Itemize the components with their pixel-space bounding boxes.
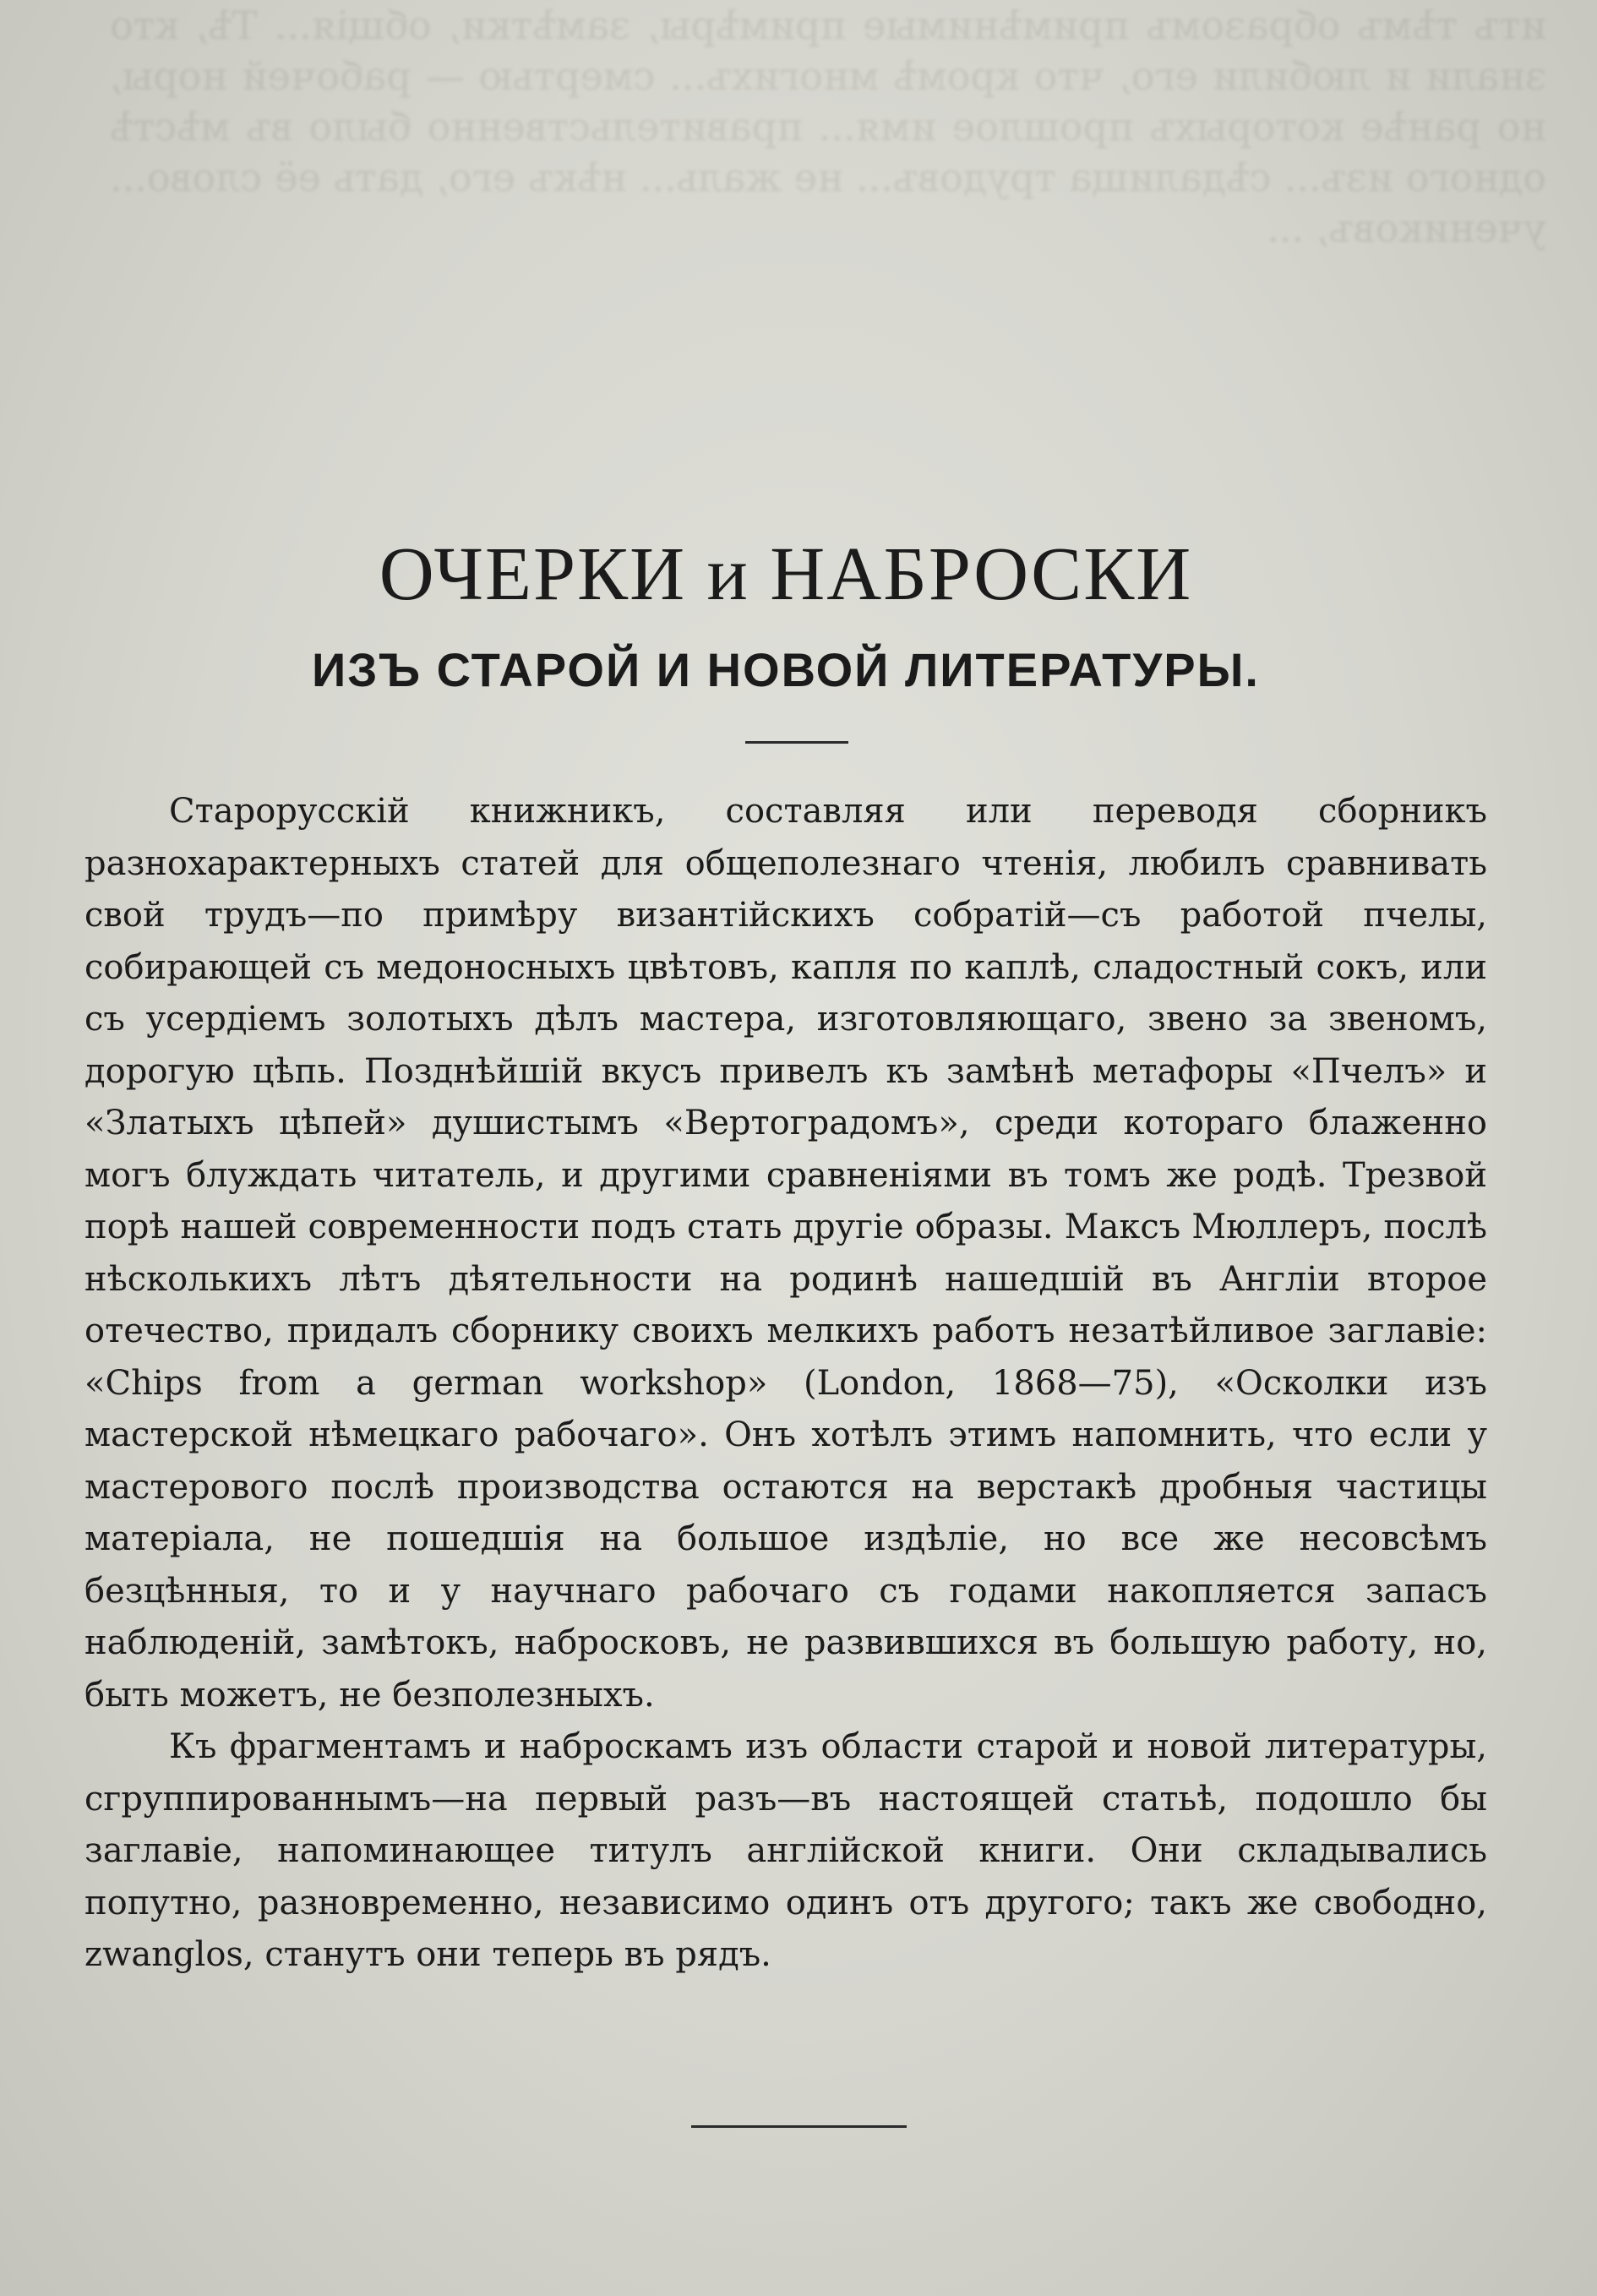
paragraph-2: Къ фрагментамъ и наброскамъ изъ области старой и новой литературы, сгруппированнымъ—на первый разъ—въ настоящей статьѣ, подошло бы заглавіе, напоминающее титулъ англійской книги. Они складывались попутно, разновременно, независимо одинъ отъ другого; такъ же свободно, zwanglos, станутъ они теперь въ рядъ.: [84, 1727, 1487, 1974]
end-divider: [691, 2125, 907, 2128]
article-body: [84, 786, 1487, 1982]
title-divider: [745, 741, 848, 744]
bleed-through-paragraph: итъ тѣмъ образомъ примѣнимые примѣры, замѣтки, общія... Тѣ, кто знали и любили его, что кромѣ многихъ... смертью — рабочей норы, но ранѣе которыхъ прошлое имя... правительственно было въ мѣстѣ одного изъ... сѣдалища трудовъ... не жаль... нѣкъ его, дать её слово... учениковъ, ...: [110, 3, 1546, 251]
article-subtitle: ИЗЪ СТАРОЙ И НОВОЙ ЛИТЕРАТУРЫ.: [312, 643, 1260, 696]
paragraph-1: Старорусскій книжникъ, составляя или переводя сборникъ разнохарактерныхъ статей для общеполезнаго чтенія, любилъ сравнивать свой трудъ—по примѣру византійскихъ собратій—съ работой пчелы, собирающей съ медоносныхъ цвѣтовъ, капля по каплѣ, сладостный сокъ, или съ усердіемъ золотыхъ дѣлъ мастера, изготовляющаго, звено за звеномъ, дорогую цѣпь. Позднѣйшій вкусъ привелъ къ замѣнѣ метафоры «Пчелъ» и «Златыхъ цѣпей» душистымъ «Вертоградомъ», среди котораго блаженно могъ блуждать читатель, и другими сравненіями въ томъ же родѣ. Трезвой порѣ нашей современности подъ стать другіе образы. Максъ Мюллеръ, послѣ нѣсколькихъ лѣтъ дѣятельности на родинѣ нашедшій въ Англіи второе отечество, придалъ сборнику своихъ мелкихъ работъ незатѣйливое заглавіе: «Chips from a german workshop» (London, 1868—75), «Осколки изъ мастерской нѣмецкаго рабочаго». Онъ хотѣлъ этимъ напомнить, что если у мастерового послѣ производства остаются на верстакѣ дробныя частицы матеріала, не пошедшія на большое издѣліе, но все же несовсѣмъ безцѣнныя, то и у научнаго рабочаго съ годами накопляется запасъ наблюденій, замѣтокъ, набросковъ, не развившихся въ большую работу, но, быть можетъ, не безполезныхъ.: [84, 792, 1487, 1715]
article-title: ОЧЕРКИ и НАБРОСКИ: [379, 532, 1193, 616]
